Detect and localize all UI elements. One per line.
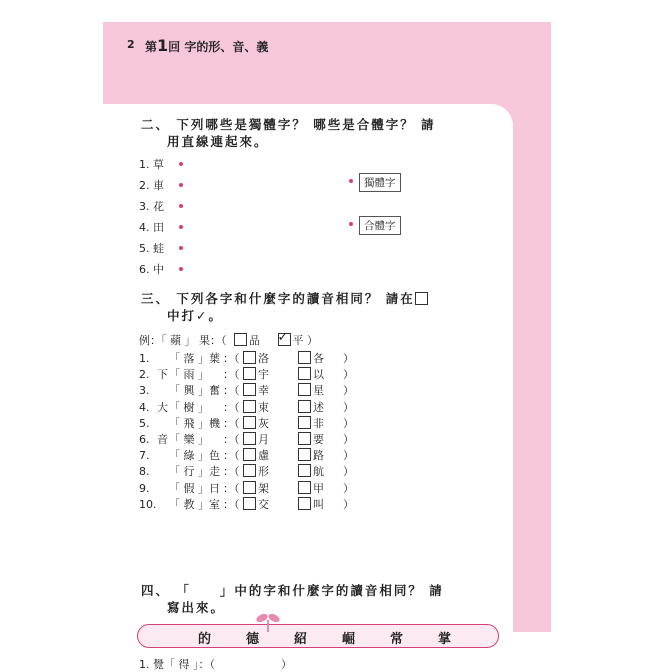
q3-row: 7. 「 綠 」色 ：（ 慮 路 ） — [139, 449, 354, 463]
checkbox-icon — [415, 292, 428, 305]
q3-row: 2. 下「 雨 」 ：（ 宇 以 ） — [139, 368, 354, 382]
connect-dot[interactable] — [179, 267, 183, 271]
checkbox[interactable] — [298, 497, 311, 510]
checkbox[interactable] — [298, 351, 311, 364]
checkbox[interactable] — [243, 464, 256, 477]
q3-title: 三、 下列各字和什麼字的讀音相同？ 請在 中打✓。 — [141, 290, 430, 324]
q3-row: 9. 「 假 」日 ：（ 架 甲 ） — [139, 481, 354, 495]
connect-dot[interactable] — [179, 183, 183, 187]
worksheet-content — [103, 104, 513, 671]
check-icon: ✓ — [277, 330, 289, 345]
checkbox[interactable] — [298, 432, 311, 445]
lesson-number: 1 — [157, 36, 169, 55]
checkbox[interactable] — [243, 481, 256, 494]
answer-blank[interactable]: ：（ ） — [198, 658, 292, 671]
checkbox[interactable] — [243, 400, 256, 413]
connect-dot[interactable] — [349, 179, 353, 183]
checkbox[interactable] — [298, 448, 311, 461]
q3-row: 6. 音「 樂 」 ：（ 月 要 ） — [139, 433, 354, 446]
q2-item: 1. 草 — [139, 158, 164, 171]
word-bank-item: 崛 — [342, 632, 356, 647]
checkbox[interactable] — [298, 400, 311, 413]
workbook-page — [103, 22, 551, 671]
checkbox[interactable] — [234, 333, 247, 346]
q4-title: 四、 「 」中的字和什麼字的讀音相同？ 請 寫出來。 — [141, 583, 444, 615]
checkbox[interactable] — [243, 448, 256, 461]
sprout-icon — [105, 570, 145, 610]
word-bank-item: 德 — [246, 632, 260, 647]
word-bank-item: 的 — [198, 632, 212, 647]
q3-row: 1. 「 落 」葉 ：（ 洛 各 ） — [139, 352, 354, 365]
q3-row: 10. 「 教 」室 ：（ 交 叫 ） — [139, 497, 354, 511]
checkbox[interactable] — [243, 416, 256, 429]
q2-item: 4. 田 — [139, 221, 164, 234]
q2-item: 2. 車 — [139, 179, 164, 192]
target-compound-char: 合體字 — [359, 216, 401, 235]
checkbox[interactable] — [243, 367, 256, 380]
page-number: 2 — [127, 38, 135, 51]
connect-dot[interactable] — [179, 246, 183, 250]
checkbox[interactable] — [298, 416, 311, 429]
q2-title: 二、 下列哪些是獨體字？ 哪些是合體字？ 請 用直線連起來。 — [141, 117, 436, 149]
target-single-char: 獨體字 — [359, 173, 401, 192]
checkbox[interactable] — [243, 497, 256, 510]
word-bank — [137, 624, 499, 648]
q3-row: 3. 「 興 」奮 ：（ 幸 星 ） — [139, 384, 354, 398]
checkbox[interactable] — [298, 367, 311, 380]
q2-item: 6. 中 — [139, 263, 164, 276]
word-bank-item: 紹 — [294, 632, 308, 647]
checkbox[interactable] — [243, 432, 256, 445]
q3-row: 5. 「 飛 」機 ：（ 灰 非 ） — [139, 416, 354, 430]
q2-item: 5. 蛙 — [139, 242, 164, 255]
checkbox[interactable] — [243, 351, 256, 364]
checkbox[interactable] — [243, 383, 256, 396]
word-bank-item: 掌 — [438, 632, 452, 647]
lesson-title: 第1回 字的形、音、義 — [145, 36, 269, 55]
connect-dot[interactable] — [179, 225, 183, 229]
checkbox[interactable] — [298, 383, 311, 396]
checkbox[interactable] — [298, 464, 311, 477]
q3-row: 8. 「 行 」走 ：（ 形 航 ） — [139, 465, 354, 479]
sprout-icon — [253, 606, 283, 632]
q2-item: 3. 花 — [139, 200, 164, 213]
word-bank-item: 常 — [390, 632, 404, 647]
page-header — [103, 22, 551, 72]
connect-dot[interactable] — [179, 204, 183, 208]
connect-dot[interactable] — [349, 222, 353, 226]
q3-row: 4. 大「 樹 」 ：（ 束 述 ） — [139, 400, 354, 414]
q4-row: 1. 覺「 得 」：（ ） — [139, 658, 292, 671]
connect-dot[interactable] — [179, 162, 183, 166]
q3-example: 例：「 蘋 」 果：（ 品 ✓ 平 ） — [139, 330, 318, 347]
checkbox[interactable] — [298, 481, 311, 494]
